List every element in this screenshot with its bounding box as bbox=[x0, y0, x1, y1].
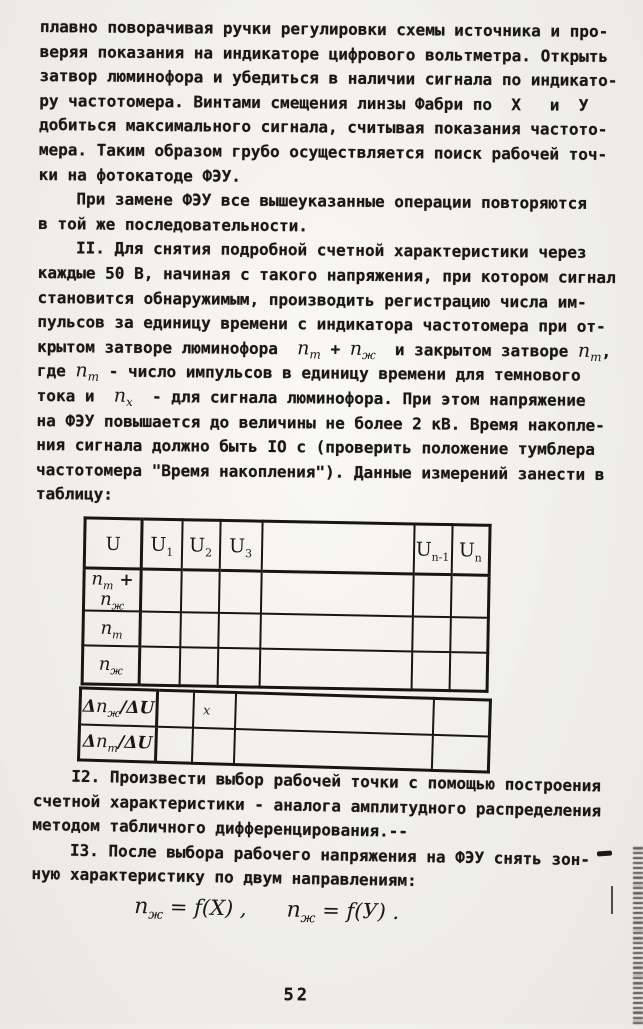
text-line: в той же последовательности. bbox=[38, 213, 309, 236]
table-cell bbox=[155, 726, 192, 763]
table-cell bbox=[260, 614, 413, 652]
text-line: ки на фотокатоде ФЭУ. bbox=[38, 164, 242, 186]
text-line: мера. Таким образом грубо осуществляется поиск рабочей точ- bbox=[38, 139, 608, 164]
body-text-bottom bbox=[31, 764, 618, 898]
header-cell-Un-1: $U_{n-1}$ bbox=[413, 524, 452, 575]
table-cell bbox=[180, 612, 219, 648]
table-cell bbox=[412, 616, 451, 652]
text-line: каждые 50 В, начиная с такого напряжения, при котором сигнал bbox=[37, 262, 616, 287]
text-line: где $n_т$ - число импульсов в единицу времени для темнового bbox=[36, 359, 581, 386]
table-cell bbox=[450, 617, 489, 653]
header-cell-U3: $U_3$ bbox=[219, 520, 262, 571]
text-line: I3. После выбора рабочего напряжения на ФЭУ снять зон- bbox=[69, 840, 591, 869]
header-cell-U: U bbox=[84, 518, 142, 569]
paragraph-continuation bbox=[39, 15, 625, 192]
text-line: становится обнаружимым, производить регистрацию числа им- bbox=[37, 287, 587, 312]
text-line: I2. Произвести выбор рабочей точки с помощью построения bbox=[71, 766, 602, 796]
text-line: ную характеристику по двум направлениям: bbox=[31, 864, 417, 891]
text-line: частотомера "Время накопления"). Данные измерений занести в bbox=[35, 459, 605, 484]
table-cell bbox=[157, 690, 194, 727]
text-line: пульсов за единицу времени с индикатора частотомера при от- bbox=[37, 312, 606, 337]
table-cell bbox=[193, 691, 236, 728]
measurement-table bbox=[79, 516, 511, 764]
table-cell bbox=[140, 611, 181, 647]
table-cell bbox=[260, 571, 413, 616]
text-line: ния сигнала должно быть IO с (проверить положение тумблера bbox=[36, 435, 596, 459]
scan-artifact-line bbox=[611, 886, 613, 914]
header-cell-Un: $U_n$ bbox=[451, 525, 490, 576]
table-cell bbox=[217, 648, 260, 687]
table-cell bbox=[180, 570, 219, 613]
table-cell bbox=[233, 728, 432, 770]
table-cell bbox=[218, 570, 261, 613]
paragraph-replace-pmt bbox=[38, 187, 623, 241]
scan-artifact-right-edge bbox=[633, 845, 643, 1024]
table-cell bbox=[450, 575, 489, 618]
text-line: добиться максимального сигнала, считывая показания частото- bbox=[39, 115, 608, 140]
text-line: на ФЭУ повышается до величины не более 2 кВ. Время накопле- bbox=[36, 410, 605, 435]
table-cell bbox=[431, 734, 489, 772]
table-upper-block bbox=[81, 516, 492, 692]
text-line: методом табличного дифференцирования.-- bbox=[32, 815, 409, 842]
row-label: $n_т$ bbox=[83, 610, 141, 646]
text-line: плавно поворачивая ручки регулировки схемы источника и про- bbox=[39, 17, 609, 41]
table-cell bbox=[179, 647, 218, 686]
paragraph-item-13 bbox=[31, 838, 617, 898]
table-lower-block bbox=[77, 686, 492, 773]
table-cell bbox=[218, 613, 261, 649]
text-line: веряя показания на индикаторе цифрового вольтметра. Открыть bbox=[39, 41, 609, 66]
pencil-mark: x bbox=[202, 703, 211, 719]
table-cell bbox=[139, 646, 180, 685]
paragraph-item-11 bbox=[36, 236, 623, 512]
row-label: $\Delta n_т/\Delta U$ bbox=[79, 723, 157, 761]
paragraph-item-12 bbox=[32, 764, 618, 848]
header-cell-U1: $U_1$ bbox=[141, 519, 182, 570]
text-line: счетной характеристики - аналога амплитудного распределения bbox=[32, 790, 602, 820]
table-cell bbox=[235, 692, 434, 734]
table-header-row bbox=[84, 518, 490, 575]
text-line: II. Для снятия подробной счетной характеристики через bbox=[75, 238, 587, 263]
formula-line: $n_ж = f(Х)$ , $n_ж = f(У)$ . bbox=[133, 894, 400, 927]
table-cell bbox=[411, 651, 450, 690]
header-cell-ellipsis bbox=[261, 521, 414, 574]
page-number: 52 bbox=[283, 985, 311, 1006]
row-label: $n_т + n_ж$ bbox=[83, 568, 141, 612]
table-cell bbox=[191, 727, 234, 764]
row-label: $\Delta n_ж/\Delta U$ bbox=[80, 687, 158, 725]
text-line: крытом затворе люминофора $n_т + n_ж$ и закрытом затворе $n_т$, bbox=[37, 336, 612, 364]
table-cell bbox=[140, 569, 181, 612]
table-cell bbox=[432, 698, 490, 736]
text-line: При замене ФЭУ все вышеуказанные операции повторяются bbox=[76, 189, 588, 213]
header-cell-U2: $U_2$ bbox=[181, 520, 220, 571]
row-label: $n_ж$ bbox=[82, 645, 140, 684]
text-line: затвор люминофора и убедиться в наличии сигнала по индикато- bbox=[39, 66, 618, 91]
table-row-nt-plus-nzh bbox=[83, 568, 489, 618]
body-text-top bbox=[36, 15, 625, 512]
table-cell bbox=[412, 574, 451, 617]
scan-artifact-dash bbox=[597, 850, 612, 856]
table-cell bbox=[259, 649, 412, 690]
text-line: тока и $n_х$ - для сигнала люминофора. При этом напряжение bbox=[36, 384, 586, 410]
text-line: таблицу: bbox=[35, 484, 114, 504]
text-line: ру частотомера. Винтами смещения линзы Фабри по Х и У bbox=[39, 90, 589, 115]
table-row-nzh bbox=[82, 645, 488, 690]
table-cell bbox=[449, 652, 488, 691]
